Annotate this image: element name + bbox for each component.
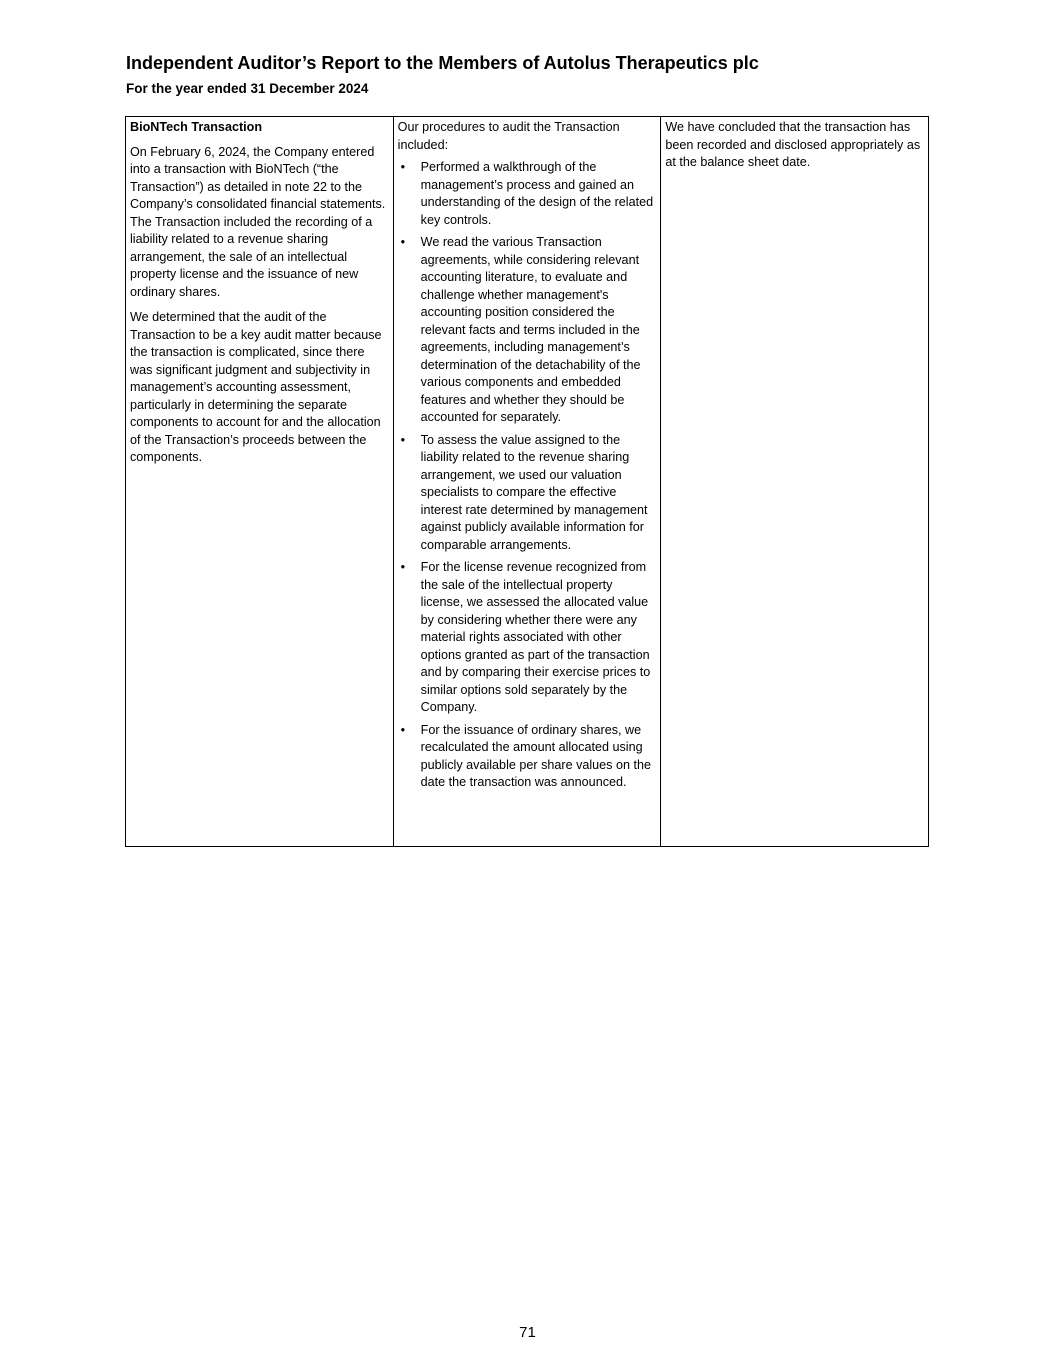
audit-procedures-cell: [393, 117, 661, 847]
list-item: [398, 559, 657, 717]
procedures-intro: Our procedures to audit the Transaction included:: [397, 120, 620, 152]
conclusion-text: We have concluded that the transaction has been recorded and disclosed appropriately as at the balance sheet date.: [665, 120, 921, 169]
matter-paragraph: We determined that the audit of the Transaction to be a key audit matter because the transaction is complicated, since there was significant judgment and subjectivity in management’s accounting assessment, particularly in determining the separate components to account for and the allocation of the Transaction’s proceeds between the components.: [130, 310, 382, 464]
matter-paragraph: On February 6, 2024, the Company entered into a transaction with BioNTech (“the Transaction”) as detailed in note 22 to the Company’s consolidated financial statements. The Transaction included the recording of a liability related to a revenue sharing arrangement, the sale of an intellectual property license and the issuance of new ordinary shares.: [130, 144, 386, 299]
bullet-icon: •: [400, 235, 406, 249]
key-audit-matter-table: [125, 116, 929, 847]
list-item: [398, 159, 657, 229]
matter-heading: BioNTech Transaction: [130, 120, 263, 134]
report-title: Independent Auditor’s Report to the Members of Autolus Therapeutics plc: [126, 53, 759, 73]
page-number: 71: [519, 1324, 536, 1341]
procedure-text: Performed a walkthrough of the management’s process and gained an understanding of the design of the related key controls.: [420, 160, 654, 227]
bullet-icon: •: [400, 722, 406, 737]
procedure-text: For the license revenue recognized from the sale of the intellectual property license, we assessed the allocated value by considering whether there were any material rights associated with other options granted as part of the transaction and by comparing their exercise prices to similar options sold separately by the Company.: [420, 560, 651, 714]
bullet-icon: •: [400, 560, 406, 574]
list-item: [398, 432, 657, 555]
procedures-list: [398, 159, 657, 792]
list-item: [398, 722, 657, 792]
procedure-text: We read the various Transaction agreements, while considering relevant accounting literature, to evaluate and challenge whether management's accounting position considered the relevant facts and terms included in the agreements, including management’s determination of the detachability of the various components and embedded features and whether they should be accounted for separately.: [420, 235, 641, 424]
list-item: [398, 234, 657, 427]
conclusion-cell: [661, 117, 929, 847]
procedure-text: To assess the value assigned to the liability related to the revenue sharing arrangement, we used our valuation specialists to compare the effective interest rate determined by management against publicly available information for comparable arrangements.: [420, 432, 648, 552]
bullet-icon: •: [400, 432, 406, 447]
key-audit-matter-cell: [126, 117, 394, 847]
table-row: [126, 117, 929, 847]
procedure-text: For the issuance of ordinary shares, we recalculated the amount allocated using publicly available per share values on the date the transaction was announced.: [420, 722, 651, 789]
report-period: For the year ended 31 December 2024: [126, 81, 369, 96]
bullet-icon: •: [400, 160, 406, 174]
